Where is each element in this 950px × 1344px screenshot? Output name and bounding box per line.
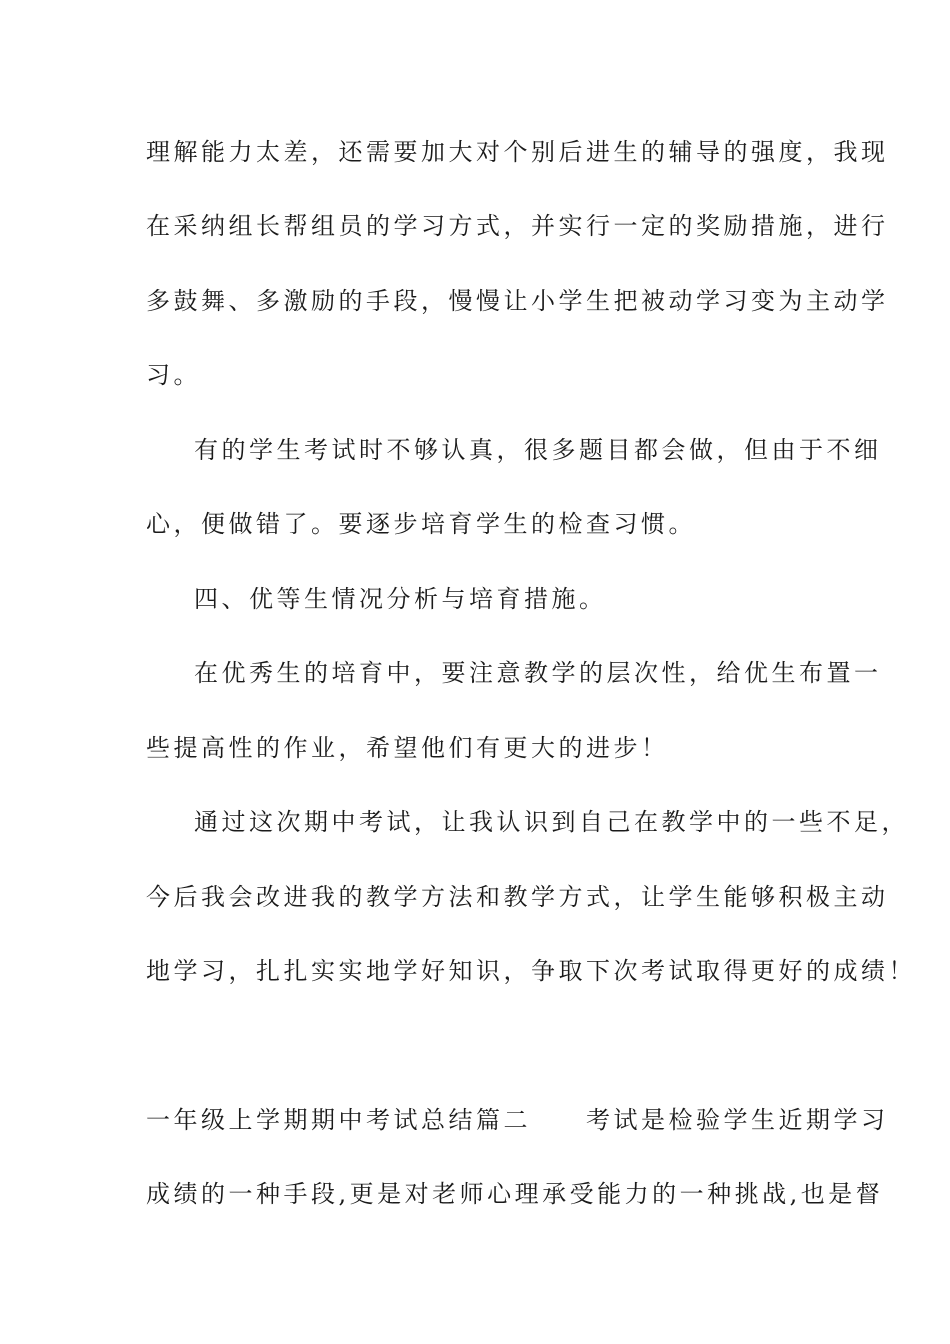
text-line: 在优秀生的培育中，要注意教学的层次性，给优生布置一 [194,659,882,687]
text-line: 今后我会改进我的教学方法和教学方式，让学生能够积极主动 [146,883,889,911]
text-line: 地学习，扎扎实实地学好知识，争取下次考试取得更好的成绩！ [146,957,916,985]
text-line: 理解能力太差，还需要加大对个别后进生的辅导的强度，我现 [146,138,889,166]
text-line: 一年级上学期期中考试总结篇二 考试是检验学生近期学习 [146,1106,889,1134]
text-line: 多鼓舞、多激励的手段，慢慢让小学生把被动学习变为主动学 [146,287,889,315]
text-line: 成绩的一种手段,更是对老师心理承受能力的一种挑战,也是督 [146,1180,884,1208]
section-heading: 四、优等生情况分析与培育措施。 [194,585,607,613]
text-line: 些提高性的作业，希望他们有更大的进步！ [146,734,669,762]
text-line: 在采纳组长帮组员的学习方式，并实行一定的奖励措施，进行 [146,212,889,240]
text-line: 习。 [146,361,201,389]
text-line: 有的学生考试时不够认真，很多题目都会做，但由于不细 [194,436,882,464]
text-line: 心，便做错了。要逐步培育学生的检查习惯。 [146,510,696,538]
text-line: 通过这次期中考试，让我认识到自己在教学中的一些不足， [194,808,909,836]
